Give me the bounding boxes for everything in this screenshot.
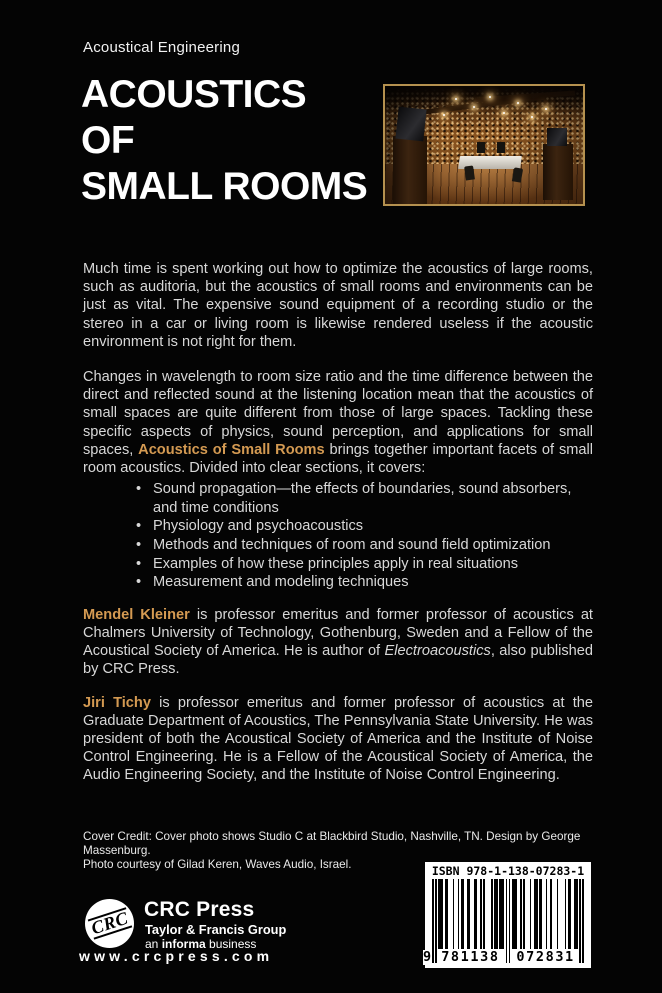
barcode-bar <box>506 879 508 963</box>
list-item: • Measurement and modeling techniques <box>83 573 593 592</box>
barcode-digits-left: 781138 <box>438 950 502 965</box>
studio-monitor-right <box>547 128 567 146</box>
topics-list <box>83 480 593 592</box>
barcode-bar <box>480 879 482 949</box>
title-line-1: ACOUSTICS <box>81 73 307 116</box>
studio-monitor-left <box>395 107 426 142</box>
studio-light <box>545 108 547 110</box>
wood-cabinet-left <box>393 136 427 206</box>
list-item: • Examples of how these principles apply in real situations <box>83 555 593 574</box>
barcode-bar <box>496 879 498 949</box>
crc-logo-text: CRC <box>88 907 131 939</box>
book-title-inline-highlight: Acoustics of Small Rooms <box>138 441 325 458</box>
studio-light <box>443 114 445 116</box>
back-cover-copy <box>83 260 593 873</box>
barcode-bar <box>458 879 460 949</box>
studio-light <box>489 96 491 98</box>
category-label: Acoustical Engineering <box>83 39 240 56</box>
bio-text: is professor emeritus and former professor of acoustics at Chalmers University of Technology, Gothenburg, Sweden and a Fellow of the Acoustical Society of America. He is author of <box>83 606 593 660</box>
biz-text: business <box>205 937 257 951</box>
blurb-paragraph-1: Much time is spent working out how to optimize the acoustics of large rooms, such as auditoria, but the acoustics of small rooms and environments can be just as vital. The expensive sound equipment of a recording studio or the stereo in a car or living room is likewise rendered useless if the acoustic environment is not right for them. <box>83 261 593 350</box>
barcode-bar <box>446 879 448 949</box>
barcode-bar <box>541 879 543 949</box>
cover-credit-line: Photo courtesy of Gilad Keren, Waves Audio, Israel. <box>83 858 352 872</box>
barcode-bar <box>442 879 444 949</box>
author-name: Jiri Tichy <box>83 694 151 711</box>
barcode-bars <box>423 879 584 965</box>
barcode-digits-right: 072831 <box>514 950 578 965</box>
studio-light <box>503 112 505 114</box>
blurb-2-text-after: brings together important facets of small room acoustics. Divided into clear sections, it covers: <box>83 441 593 477</box>
biz-text: an <box>145 937 162 951</box>
barcode-bar <box>509 879 511 963</box>
list-item: • Sound propagation—the effects of boundaries, sound absorbers, and time conditions <box>83 480 593 517</box>
bio-text: is professor emeritus and former professor of acoustics at the Graduate Department of Acoustics, The Pennsylvania State University. He was president of both the Acoustical Society of America and the Institute of Noise Control Engineering. He is a Fellow of the Acoustical Society of America, the Audio Engineering Society, and the Institute of Noise Control Engineering. <box>83 694 594 784</box>
studio-light <box>517 102 519 104</box>
barcode-bar <box>491 879 493 949</box>
informa-wordmark: informa <box>161 937 206 951</box>
title-line-2: OF <box>81 119 135 162</box>
studio-chair <box>464 165 475 180</box>
barcode-bar <box>453 879 455 949</box>
barcode-bar <box>570 879 572 949</box>
barcode-bar <box>523 879 525 949</box>
barcode-bar <box>582 879 584 963</box>
barcode-bar <box>536 879 538 949</box>
barcode-bar <box>475 879 477 949</box>
barcode-bar <box>462 879 464 949</box>
cover-photo <box>383 84 585 206</box>
barcode-bar <box>515 879 517 949</box>
barcode-bar <box>576 879 578 949</box>
barcode-bar <box>469 879 471 949</box>
barcode-bar <box>483 879 485 949</box>
studio-light <box>473 106 475 108</box>
cover-credit-line: Cover Credit: Cover photo shows Studio C at Blackbird Studio, Nashville, TN. Design by George Massenburg. <box>83 829 581 858</box>
book-reference-italic: Electroacoustics <box>384 643 491 660</box>
author-name: Mendel Kleiner <box>83 606 190 623</box>
barcode-bar <box>520 879 522 949</box>
barcode-bar <box>432 879 434 963</box>
author-bio-tichy <box>83 694 593 785</box>
publisher-name: CRC Press <box>144 898 255 921</box>
publisher-website: www.crcpress.com <box>79 948 274 964</box>
barcode-bar <box>579 879 581 963</box>
blurb-2-text: Changes in wavelength to room size ratio and the time difference between the direct and reflected sound at the listening location mean that the acoustics of small spaces are quite different from those of large spaces. Tackling these specific aspects of physics, sound perception, and applications for small spaces, <box>83 369 593 458</box>
publisher-group: Taylor & Francis Group <box>145 922 287 937</box>
list-item: • Methods and techniques of room and sound field optimization <box>83 536 593 555</box>
book-title <box>81 72 367 210</box>
title-line-3: SMALL ROOMS <box>81 165 368 208</box>
isbn-label: ISBN 978-1-138-07283-1 <box>431 864 585 878</box>
wood-cabinet-right <box>543 144 573 200</box>
list-item: • Physiology and psychoacoustics <box>83 517 593 536</box>
barcode-bar <box>530 879 532 949</box>
studio-light <box>455 98 457 100</box>
author-bio-kleiner <box>83 606 593 679</box>
barcode-bar <box>557 879 559 949</box>
studio-light <box>531 116 533 118</box>
barcode-digit-first: 9 <box>423 950 434 965</box>
isbn-barcode <box>425 862 591 968</box>
console-speaker <box>497 142 505 153</box>
bio-text: , also published by CRC Press. <box>83 643 593 678</box>
barcode-bar <box>546 879 548 949</box>
barcode-bar <box>565 879 567 949</box>
blurb-paragraph-2 <box>83 368 593 477</box>
barcode-bar <box>502 879 504 949</box>
crc-logo <box>85 899 134 948</box>
barcode-bar <box>435 879 437 963</box>
console-speaker <box>477 142 485 153</box>
barcode-bar <box>550 879 552 949</box>
